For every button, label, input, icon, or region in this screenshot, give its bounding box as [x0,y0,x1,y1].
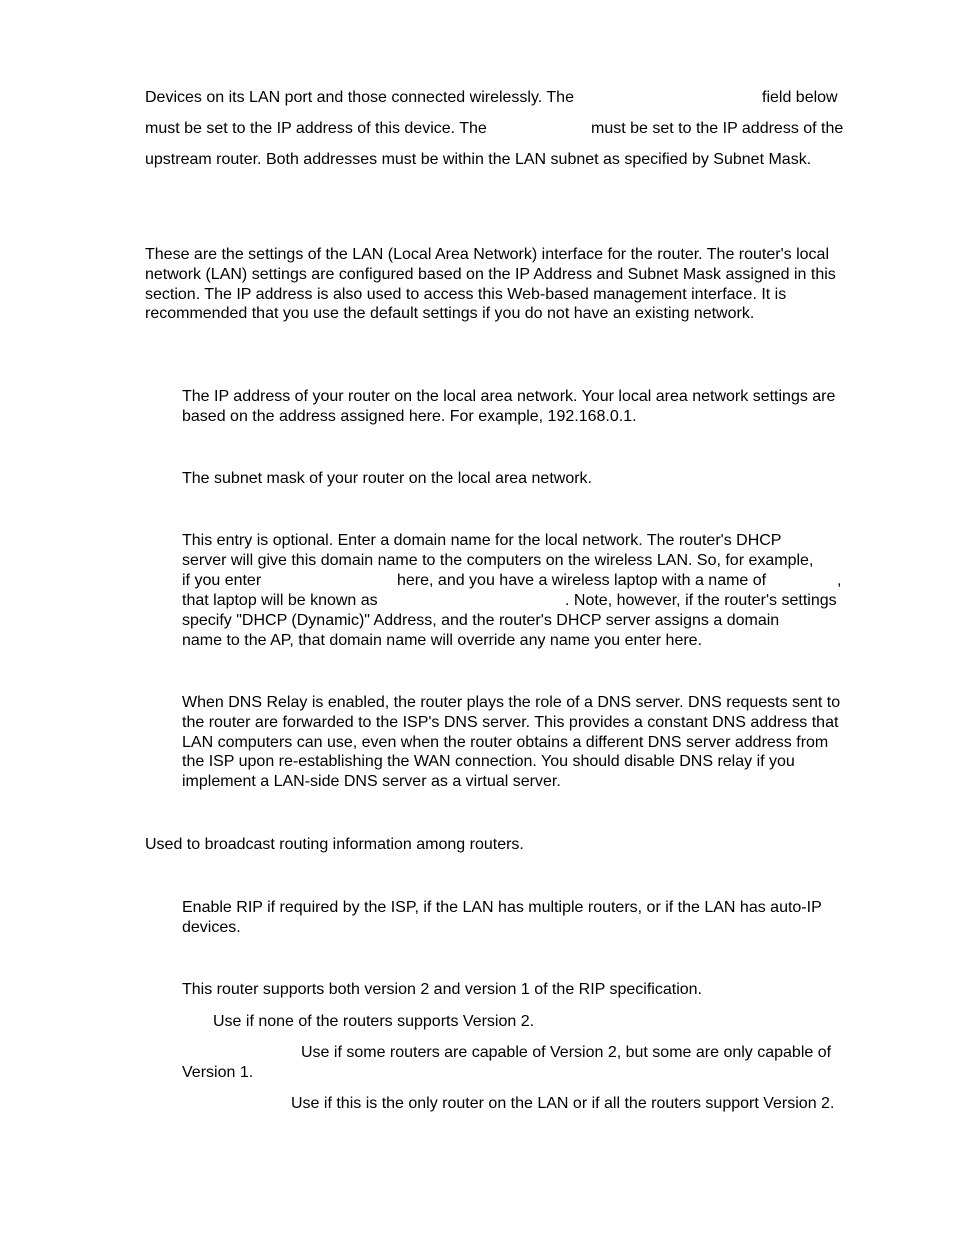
domain-line-3c: , [837,572,842,589]
domain-line-3a: if you enter [182,572,262,589]
domain-line-6: name to the AP, that domain name will override any name you enter here. [182,632,703,649]
rip-version-text: This router supports both version 2 and version 1 of the RIP specification. [182,981,702,998]
ip-address-text: The IP address of your router on the local area network. Your local area network settings are based on the address assigned here. For example, 192.168.0.1. [182,388,836,425]
domain-line-5: specify "DHCP (Dynamic)" Address, and the router's DHCP server assigns a domain [182,612,780,629]
domain-line-4a: that laptop will be known as [182,592,378,609]
domain-line-2: server will give this domain name to the computers on the wireless LAN. So, for example, [182,552,814,569]
rip-v1-text: Use if none of the routers supports Version 2. [213,1013,535,1030]
rip-v1-v2-text: Use if some routers are capable of Version 2, but some are only capable of Version 1. [182,1044,832,1081]
domain-line-4b: . Note, however, if the router's settings [565,592,837,609]
intro-line-1a: Devices on its LAN port and those connected wirelessly. The [145,89,574,106]
intro-line-2a: must be set to the IP address of this device. The [145,120,487,137]
rip-enable-text: Enable RIP if required by the ISP, if the LAN has multiple routers, or if the LAN has auto-IP devices. [182,899,822,936]
lan-settings-text: These are the settings of the LAN (Local Area Network) interface for the router. The router's local network (LAN) settings are configured based on the IP Address and Subnet Mask assigned in this section. The IP address is also used to access this Web-based management interface. It is recommended that you use the default settings if you do not have an existing network. [145,246,836,323]
rip-v2-text: Use if this is the only router on the LAN or if all the routers support Version 2. [291,1095,835,1112]
domain-line-1: This entry is optional. Enter a domain name for the local network. The router's DHCP [182,532,782,549]
intro-line-1b: field below [762,89,838,106]
rip-text: Used to broadcast routing information among routers. [145,836,524,853]
domain-line-3b: here, and you have a wireless laptop with a name of [397,572,767,589]
intro-line-2b: must be set to the IP address of the [591,120,844,137]
dns-relay-text: When DNS Relay is enabled, the router plays the role of a DNS server. DNS requests sent to the router are forwarded to the ISP's DNS server. This provides a constant DNS address that LAN computers can use, even when the router obtains a different DNS server address from the ISP upon re-establishing the WAN connection. You should disable DNS relay if you implement a LAN-side DNS server as a virtual server. [182,694,841,791]
intro-line-3: upstream router. Both addresses must be within the LAN subnet as specified by Subnet Mask. [145,151,812,168]
subnet-mask-text: The subnet mask of your router on the local area network. [182,470,592,487]
